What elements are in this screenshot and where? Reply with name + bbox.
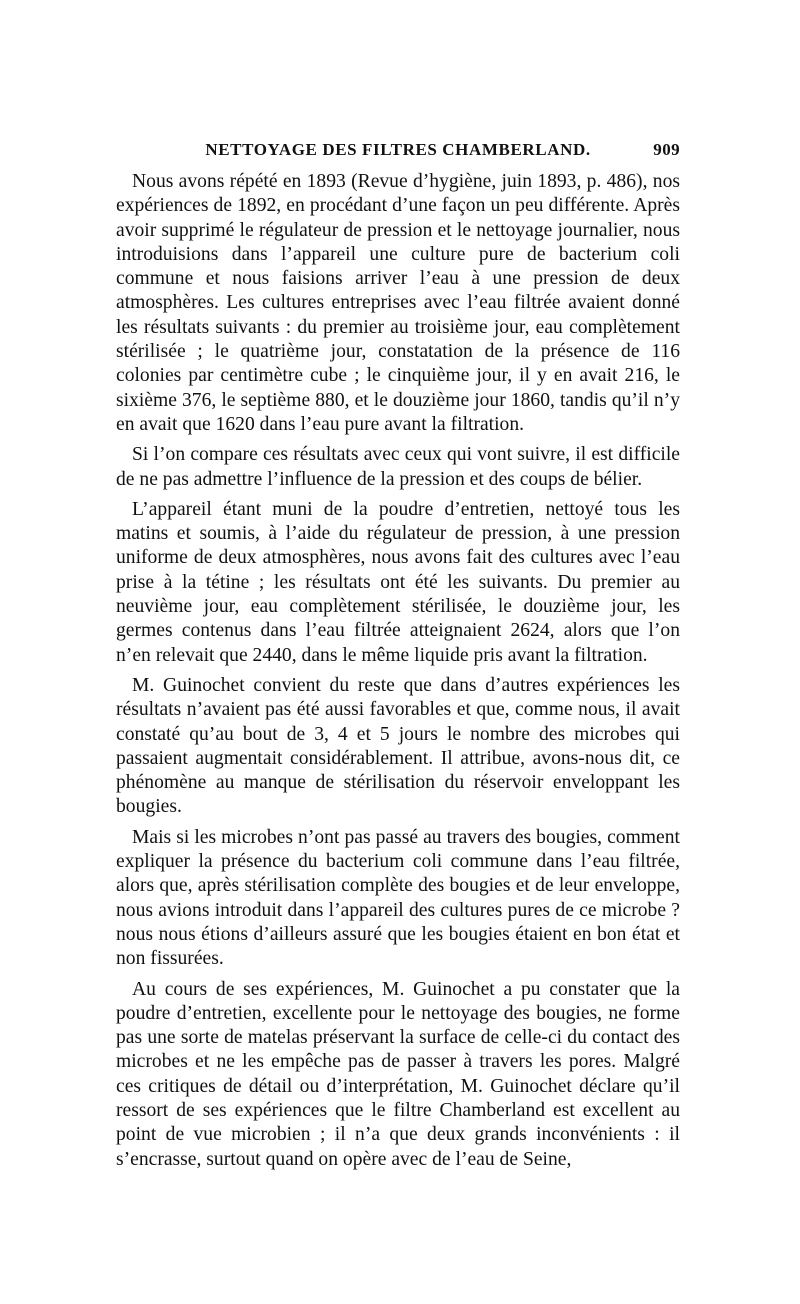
paragraph: M. Guinochet convient du reste que dans d’autres expériences les résultats n’avaient pas été aussi favorables et que, comme nous, il avait constaté qu’au bout de 3, 4 et 5 jours le nombre des microbes qui passaient augmentait considérablement. Il attribue, avons-nous dit, ce phénomène au manque de stérilisation du réservoir enveloppant les bougies. [116, 674, 680, 818]
running-header [116, 140, 680, 166]
paragraph: Au cours de ses expériences, M. Guinochet a pu constater que la poudre d’entretien, excellente pour le nettoyage des bougies, ne forme pas une sorte de matelas préservant la surface de celle-ci du contact des microbes et ne les empêche pas de passer à travers les pores. Malgré ces critiques de détail ou d’interprétation, M. Guinochet déclare qu’il ressort de ses expériences que le filtre Chamberland est excellent au point de vue microbien ; il n’a que deux grands inconvénients : il s’encrasse, surtout quand on opère avec de l’eau de Seine, [116, 978, 680, 1170]
page-number: 909 [653, 140, 680, 159]
paragraph: Si l’on compare ces résultats avec ceux qui vont suivre, il est difficile de ne pas admettre l’influence de la pression et des coups de bélier. [116, 444, 680, 490]
book-page [116, 140, 680, 1178]
paragraph: L’appareil étant muni de la poudre d’entretien, nettoyé tous les matins et soumis, à l’aide du régulateur de pression, à une pression uniforme de deux atmosphères, nous avons fait des cultures avec l’eau prise à la tétine ; les résultats ont été les suivants. Du premier au neuvième jour, eau complètement stérilisée, le douzième jour, les germes contenus dans l’eau filtrée atteignaient 2624, alors que l’on n’en relevait que 2440, dans le même liquide pris avant la filtration. [116, 498, 680, 666]
running-title: NETTOYAGE DES FILTRES CHAMBERLAND. [205, 140, 591, 159]
paragraph: Mais si les microbes n’ont pas passé au travers des bougies, comment expliquer la présence du bacterium coli commune dans l’eau filtrée, alors que, après stérilisation complète des bougies et de leur enveloppe, nous avions introduit dans l’appareil des cultures pures de ce microbe ? nous nous étions d’ailleurs assuré que les bougies étaient en bon état et non fissurées. [116, 826, 680, 970]
body-text [116, 170, 680, 1172]
paragraph: Nous avons répété en 1893 (Revue d’hygiène, juin 1893, p. 486), nos expériences de 1892, en procédant d’une façon un peu différente. Après avoir supprimé le régulateur de pression et le nettoyage journalier, nous introduisions dans l’appareil une culture pure de bacterium coli commune et nous faisions arriver l’eau à une pression de deux atmosphères. Les cultures entreprises avec l’eau filtrée avaient donné les résultats suivants : du premier au troisième jour, eau complètement stérilisée ; le quatrième jour, constatation de la présence de 116 colonies par centimètre cube ; le cinquième jour, il y en avait 216, le sixième 376, le septième 880, et le douzième jour 1860, tandis qu’il n’y en avait que 1620 dans l’eau pure avant la filtration. [116, 171, 680, 435]
